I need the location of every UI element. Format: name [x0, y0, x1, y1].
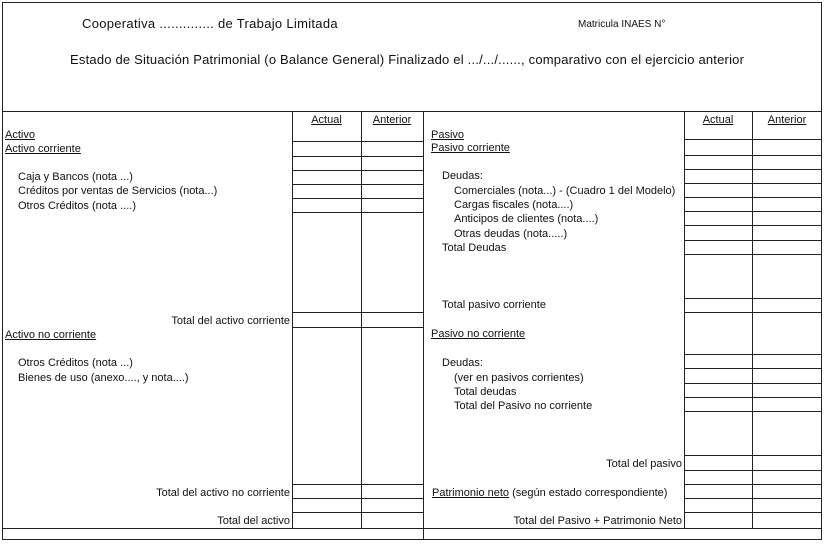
grid-line: [2, 528, 423, 529]
total-activo: Total del activo: [217, 515, 290, 527]
grid-line: [684, 155, 822, 156]
activo-corriente-item: Caja y Bancos (nota ...): [18, 171, 133, 183]
total-pasivo: Total del pasivo: [606, 458, 682, 470]
pasivo-total-deudas: Total Deudas: [442, 242, 507, 254]
grid-line: [684, 169, 822, 170]
activo-corriente-item: Otros Créditos (nota ....): [18, 200, 136, 212]
pasivo-corriente-item: Cargas fiscales (nota....): [454, 199, 574, 211]
pasivo-no-corriente-item: Total deudas: [454, 386, 517, 398]
grid-line: [292, 198, 423, 199]
coop-prefix: Cooperativa: [82, 16, 156, 31]
grid-line: [684, 139, 822, 140]
coop-title: [82, 16, 338, 31]
total-pasivo-corriente: Total pasivo corriente: [442, 299, 546, 311]
activo-col-anterior: Anterior: [372, 114, 412, 126]
grid-line: [684, 225, 822, 226]
grid-line: [684, 498, 822, 499]
grid-line: [684, 354, 822, 355]
pasivo-no-corriente-item: (ver en pasivos corrientes): [454, 372, 584, 384]
grid-line: [684, 211, 822, 212]
patrimonio-row: [432, 487, 667, 500]
grid-line: [292, 327, 423, 328]
pasivo-col-actual: Actual: [702, 114, 734, 126]
grid-line: [684, 512, 822, 513]
activo-title: Activo: [5, 129, 35, 141]
patrimonio-label: Patrimonio neto: [432, 487, 510, 499]
grid-line: [684, 368, 822, 369]
matricula-label: Matricula INAES N°: [578, 19, 666, 30]
total-pasivo-patrimonio: Total del Pasivo + Patrimonio Neto: [513, 515, 682, 527]
grid-line: [292, 170, 423, 171]
pasivo-corriente-item: Anticipos de clientes (nota....): [454, 213, 599, 225]
pasivo-corriente-title: Pasivo corriente: [431, 142, 510, 154]
coop-suffix: de Trabajo Limitada: [218, 16, 338, 31]
grid-line: [292, 512, 423, 513]
grid-line: [684, 312, 822, 313]
center-divider: [423, 111, 424, 540]
pasivo-corriente-item: Comerciales (nota...) - (Cuadro 1 del Modelo): [454, 185, 676, 197]
patrimonio-suffix: (según estado correspondiente): [512, 487, 668, 499]
statement-title: Estado de Situación Patrimonial (o Balance General) Finalizado el .../.../......, comparativo con el ejercicio anterior: [70, 52, 745, 67]
grid-line: [684, 383, 822, 384]
activo-col-divider: [361, 111, 362, 529]
grid-line: [684, 240, 822, 241]
grid-line: [292, 141, 423, 142]
grid-line: [684, 397, 822, 398]
pasivo-corriente-item: Otras deudas (nota.....): [454, 228, 568, 240]
coop-dots: ..............: [159, 16, 215, 31]
pasivo-col-divider: [752, 111, 753, 529]
pasivo-no-corriente-item: Total del Pasivo no corriente: [454, 400, 593, 412]
total-activo-no-corriente: Total del activo no corriente: [156, 487, 290, 499]
grid-line: [292, 498, 423, 499]
grid-line: [292, 312, 423, 313]
grid-line: [684, 183, 822, 184]
activo-corriente-title: Activo corriente: [5, 143, 81, 155]
grid-line: [292, 184, 423, 185]
grid-line: [684, 411, 822, 412]
pasivo-col-anterior: Anterior: [767, 114, 807, 126]
total-activo-corriente: Total del activo corriente: [171, 315, 290, 327]
pasivo-title: Pasivo: [431, 129, 465, 141]
activo-col-actual: Actual: [311, 114, 342, 126]
pasivo-no-corriente-title: Pasivo no corriente: [431, 328, 526, 340]
grid-line: [684, 197, 822, 198]
grid-line: [684, 455, 822, 456]
page-frame: [2, 2, 822, 540]
grid-line: [423, 528, 822, 529]
grid-line: [684, 470, 822, 471]
pasivo-nc-deudas-label: Deudas:: [442, 357, 483, 369]
activo-actual-left-line: [292, 111, 293, 529]
table-top-border: [2, 111, 822, 112]
activo-corriente-item: Créditos por ventas de Servicios (nota...): [18, 185, 218, 197]
activo-no-corriente-item: Otros Créditos (nota ...): [18, 357, 133, 369]
grid-line: [684, 298, 822, 299]
pasivo-deudas-label: Deudas:: [442, 170, 483, 182]
grid-line: [684, 484, 822, 485]
activo-no-corriente-item: Bienes de uso (anexo...., y nota....): [18, 372, 189, 384]
activo-no-corriente-title: Activo no corriente: [5, 329, 97, 341]
grid-line: [292, 156, 423, 157]
pasivo-actual-left-line: [684, 111, 685, 529]
grid-line: [292, 212, 423, 213]
grid-line: [684, 254, 822, 255]
grid-line: [292, 484, 423, 485]
